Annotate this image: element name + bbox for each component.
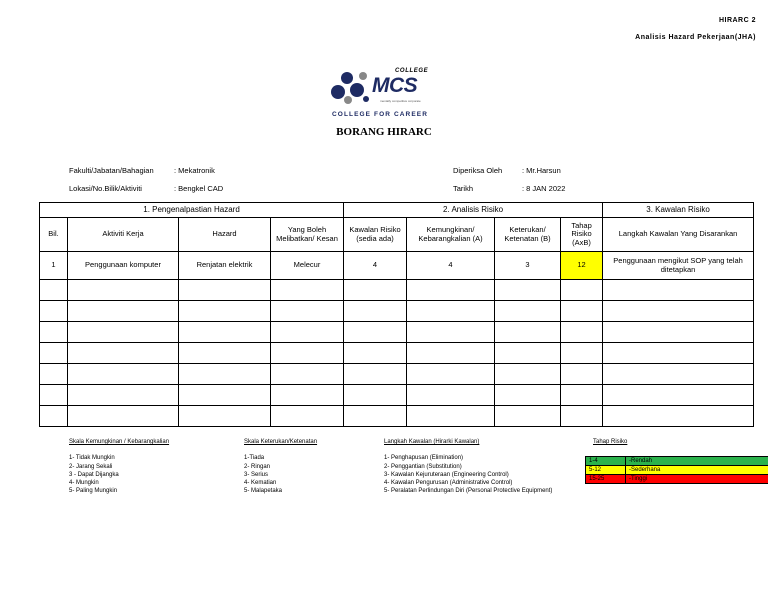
table-row-empty	[40, 364, 754, 385]
header-bil: Bil.	[40, 218, 68, 252]
legend-item: 3- Kawalan Kejuruteraan (Engineering Control)	[384, 471, 509, 478]
legend-item: 5- Malapetaka	[244, 488, 283, 495]
header-langkah: Langkah Kawalan Yang Disarankan	[603, 218, 754, 252]
section-pengenalpastian: 1. Pengenalpastian Hazard	[40, 203, 344, 218]
risk-level-scale	[585, 456, 768, 484]
table-row-empty	[40, 301, 754, 322]
legend-item: 5- Peralatan Perlindungan Diri (Personal Protective Equipment)	[384, 488, 553, 495]
logo-slogan: COLLEGE FOR CAREER	[332, 111, 428, 118]
fakulti-value: : Mekatronik	[174, 166, 215, 175]
document-subtitle: Analisis Hazard Pekerjaan(JHA)	[635, 34, 756, 41]
section-kawalan: 3. Kawalan Risiko	[603, 203, 754, 218]
cell-kawalan: 4	[344, 252, 407, 280]
risk-range: 5-12	[586, 466, 626, 475]
legend-item: 2- Penggantian (Substitution)	[384, 463, 462, 470]
table-row-empty	[40, 385, 754, 406]
table-row-empty	[40, 406, 754, 427]
table-row	[40, 252, 754, 280]
diperiksa-value: : Mr.Harsun	[522, 166, 561, 175]
logo-tagline: mentally competitive corporate	[380, 99, 421, 103]
header-kawalan: Kawalan Risiko (sedia ada)	[344, 218, 407, 252]
cell-hazard: Renjatan elektrik	[179, 252, 271, 280]
legend-item: 4- Mungkin	[69, 480, 99, 487]
legend-item: 5- Paling Mungkin	[69, 488, 118, 495]
document-code: HIRARC 2	[718, 17, 756, 24]
table-row-empty	[40, 280, 754, 301]
tarikh-value: : 8 JAN 2022	[522, 184, 566, 193]
cell-tahap-risiko: 12	[561, 252, 603, 280]
legend-tahap-risiko	[593, 438, 627, 454]
risk-label: -Rendah	[626, 457, 768, 466]
header-aktiviti: Aktiviti Kerja	[68, 218, 179, 252]
legend-item: 3- Serius	[244, 471, 269, 478]
header-keterukan: Keterukan/ Ketenatan (B)	[495, 218, 561, 252]
cell-bil: 1	[40, 252, 68, 280]
fakulti-label: Fakulti/Jabatan/Bahagian	[69, 166, 154, 175]
logo-college-text: COLLEGE	[395, 68, 429, 74]
lokasi-value: : Bengkel CAD	[174, 184, 224, 193]
legend-langkah-title: Langkah Kawalan (Hirarki Kawalan)	[384, 439, 480, 445]
risk-label: -Tinggi	[626, 475, 768, 484]
form-title: BORANG HIRARC	[336, 126, 432, 138]
legend-tahap-title: Tahap Risiko	[593, 439, 628, 445]
legend-kemungkinan-title: Skala Kemungkinan / Kebarangkalian	[69, 439, 170, 445]
header-kemungkinan: Kemungkinan/ Kebarangkalian (A)	[407, 218, 495, 252]
legend-item: 2- Ringan	[244, 463, 271, 470]
legend-item: 1- Penghapusan (Elimination)	[384, 455, 464, 462]
mcs-dots-logo-icon	[330, 66, 370, 108]
legend-keterukan-title: Skala Keterukan/Ketenatan	[244, 439, 318, 445]
risk-label: -Sederhana	[626, 466, 768, 475]
header-tahap: Tahap Risiko (AxB)	[561, 218, 603, 252]
logo-mcs-text: MCS	[372, 74, 418, 97]
tarikh-label: Tarikh	[453, 184, 474, 193]
legend-kemungkinan	[69, 438, 169, 496]
legend-item: 4- Kawalan Pengurusan (Administrative Control)	[384, 480, 513, 487]
table-row-empty	[40, 322, 754, 343]
section-analisis: 2. Analisis Risiko	[344, 203, 603, 218]
legend-item: 2- Jarang Sekali	[69, 463, 113, 470]
cell-aktiviti: Penggunaan komputer	[68, 252, 179, 280]
legend-keterukan	[244, 438, 317, 496]
legend-item: 4- Kematian	[244, 480, 277, 487]
risk-range: 1-4	[586, 457, 626, 466]
hirarc-table	[39, 202, 754, 427]
college-logo	[330, 66, 440, 118]
header-hazard: Hazard	[179, 218, 271, 252]
legend-item: 1-Tiada	[244, 455, 265, 462]
table-row-empty	[40, 343, 754, 364]
legend-item: 1- Tidak Mungkin	[69, 455, 115, 462]
legend-langkah-kawalan	[384, 438, 552, 496]
header-kesan: Yang Boleh Melibatkan/ Kesan	[271, 218, 344, 252]
risk-level-low	[586, 457, 768, 466]
cell-kemungkinan: 4	[407, 252, 495, 280]
legend-item: 3 - Dapat Dijangka	[69, 471, 119, 478]
cell-keterukan: 3	[495, 252, 561, 280]
cell-kesan: Melecur	[271, 252, 344, 280]
risk-range: 15-25	[586, 475, 626, 484]
risk-level-medium	[586, 466, 768, 475]
lokasi-label: Lokasi/No.Bilik/Aktiviti	[69, 184, 142, 193]
risk-level-high	[586, 475, 768, 484]
cell-langkah: Penggunaan mengikut SOP yang telah ditetapkan	[603, 252, 754, 280]
diperiksa-label: Diperiksa Oleh	[453, 166, 503, 175]
